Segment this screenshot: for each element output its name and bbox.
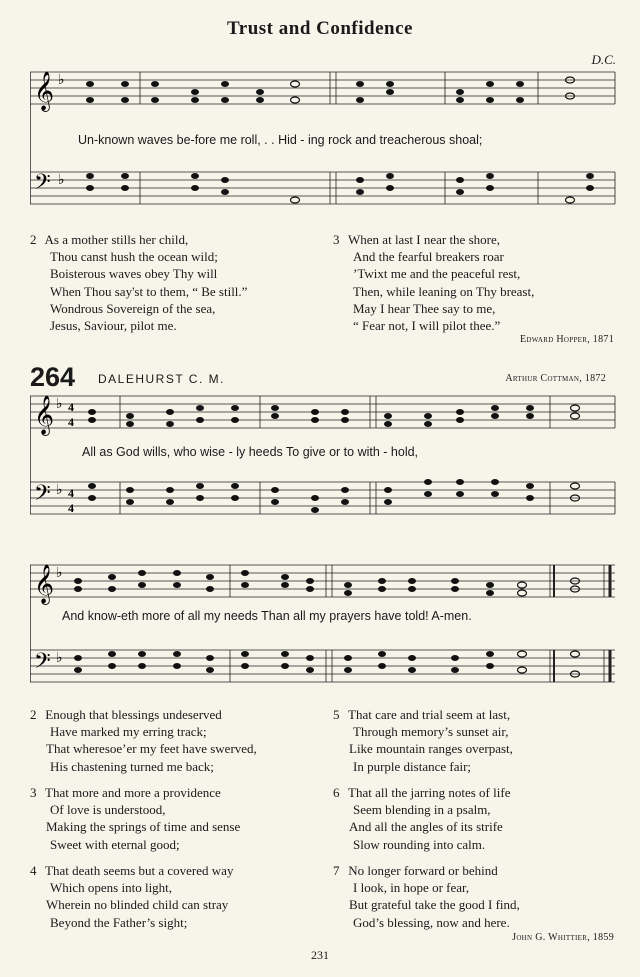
svg-text:♭: ♭ <box>56 651 63 666</box>
verse-line: Thou canst hush the ocean wild; <box>50 249 218 265</box>
verse-line: Through memory’s sunset air, <box>353 724 509 740</box>
verse-line: As a mother stills her child, <box>44 232 189 247</box>
dc-mark: D.C. <box>591 52 616 67</box>
verse-line: Sweet with eternal good; <box>50 836 180 852</box>
verse-line: Slow rounding into calm. <box>353 836 486 852</box>
verse-line: Jesus, Saviour, pilot me. <box>50 318 177 334</box>
svg-text:𝄞: 𝄞 <box>34 564 55 604</box>
verse-line: When Thou say'st to them, “ Be still.” <box>50 283 248 299</box>
music-system-264-1 <box>30 392 620 532</box>
verse-number: 7 <box>333 863 340 878</box>
hymn-number: 264 <box>30 362 76 392</box>
svg-text:𝄢: 𝄢 <box>34 170 51 200</box>
verse-line: May I hear Thee say to me, <box>353 300 496 316</box>
verse-number: 2 <box>30 707 37 722</box>
verse-line: Wherein no blinded child can stray <box>46 897 229 913</box>
svg-text:4: 4 <box>68 415 74 429</box>
verse-line: Then, while leaning on Thy breast, <box>353 283 535 299</box>
svg-text:𝄢: 𝄢 <box>34 481 51 511</box>
verse-line: Which opens into light, <box>50 880 173 896</box>
svg-text:4: 4 <box>68 486 74 500</box>
verse-line: In purple distance fair; <box>353 758 472 774</box>
page-number: 231 <box>311 948 329 962</box>
hymn264-verse-5 <box>333 706 513 775</box>
verse-number: 3 <box>333 232 340 247</box>
svg-text:♭: ♭ <box>56 397 63 412</box>
composer: Arthur Cottman, 1872 <box>505 373 606 384</box>
hymn264-lyrics-line2: And know-eth more of all my needs Than all my prayers have told! A-men. <box>62 609 472 623</box>
svg-text:♭: ♭ <box>56 483 63 498</box>
music-system-264-2 <box>30 555 620 695</box>
verse-number: 3 <box>30 785 37 800</box>
verse-line: And the fearful breakers roar <box>353 249 504 265</box>
verse-line: That all the jarring notes of life <box>348 785 511 800</box>
hymn263-lyrics: Un-known waves be-fore me roll, . . Hid - ing rock and treacherous shoal; <box>78 133 483 147</box>
verse-line: Boisterous waves obey Thy will <box>50 266 218 282</box>
verse-line: But grateful take the good I find, <box>349 897 520 913</box>
hymn264-verse-3 <box>30 784 240 853</box>
hymn263-verse-3 <box>333 231 534 334</box>
verse-line: I look, in hope or fear, <box>353 880 470 896</box>
section-title: Trust and Confidence <box>227 18 413 39</box>
hymn264-lyrics-line1: All as God wills, who wise - ly heeds To give or to with - hold, <box>82 445 419 459</box>
svg-text:4: 4 <box>68 501 74 515</box>
verse-line: Seem blending in a psalm, <box>353 802 491 818</box>
hymn263-verse-2 <box>30 231 247 334</box>
verse-line: Of love is understood, <box>50 802 166 818</box>
verse-line: When at last I near the shore, <box>348 232 500 247</box>
svg-text:𝄞: 𝄞 <box>34 71 55 111</box>
verse-number: 2 <box>30 232 37 247</box>
verse-line: And all the angles of its strife <box>349 819 503 835</box>
verse-line: ’Twixt me and the peaceful rest, <box>353 266 521 282</box>
svg-text:♭: ♭ <box>56 566 63 581</box>
verse-line: God’s blessing, now and here. <box>353 914 510 930</box>
svg-text:♭: ♭ <box>58 73 65 88</box>
verse-line: Enough that blessings undeserved <box>45 707 222 722</box>
verse-line: That care and trial seem at last, <box>348 707 511 722</box>
verse-number: 5 <box>333 707 340 722</box>
verse-line: “ Fear not, I will pilot thee.” <box>353 318 501 334</box>
verse-line: That death seems but a covered way <box>45 863 234 878</box>
hymn264-verse-7 <box>333 862 520 931</box>
hymn263-author: Edward Hopper, 1871 <box>520 334 614 345</box>
hymn264-author: John G. Whittier, 1859 <box>512 932 614 943</box>
verse-number: 6 <box>333 785 340 800</box>
tune-name: DALEHURST C. M. <box>98 372 225 386</box>
verse-line: Beyond the Father’s sight; <box>50 914 188 930</box>
svg-text:4: 4 <box>68 400 74 414</box>
verse-line: No longer forward or behind <box>348 863 498 878</box>
hymn264-verse-4 <box>30 862 233 931</box>
verse-line: Have marked my erring track; <box>50 724 207 740</box>
verse-line: Like mountain ranges overpast, <box>349 741 513 757</box>
verse-line: That more and more a providence <box>45 785 221 800</box>
verse-number: 4 <box>30 863 37 878</box>
hymn264-verse-6 <box>333 784 510 853</box>
verse-line: That wheresoe’er my feet have swerved, <box>46 741 257 757</box>
hymn264-verse-2 <box>30 706 257 775</box>
svg-text:♭: ♭ <box>58 173 65 188</box>
verse-line: Wondrous Sovereign of the sea, <box>50 300 216 316</box>
svg-text:𝄞: 𝄞 <box>34 395 55 435</box>
verse-line: Making the springs of time and sense <box>46 819 241 835</box>
svg-text:𝄢: 𝄢 <box>34 649 51 679</box>
verse-line: His chastening turned me back; <box>50 758 214 774</box>
